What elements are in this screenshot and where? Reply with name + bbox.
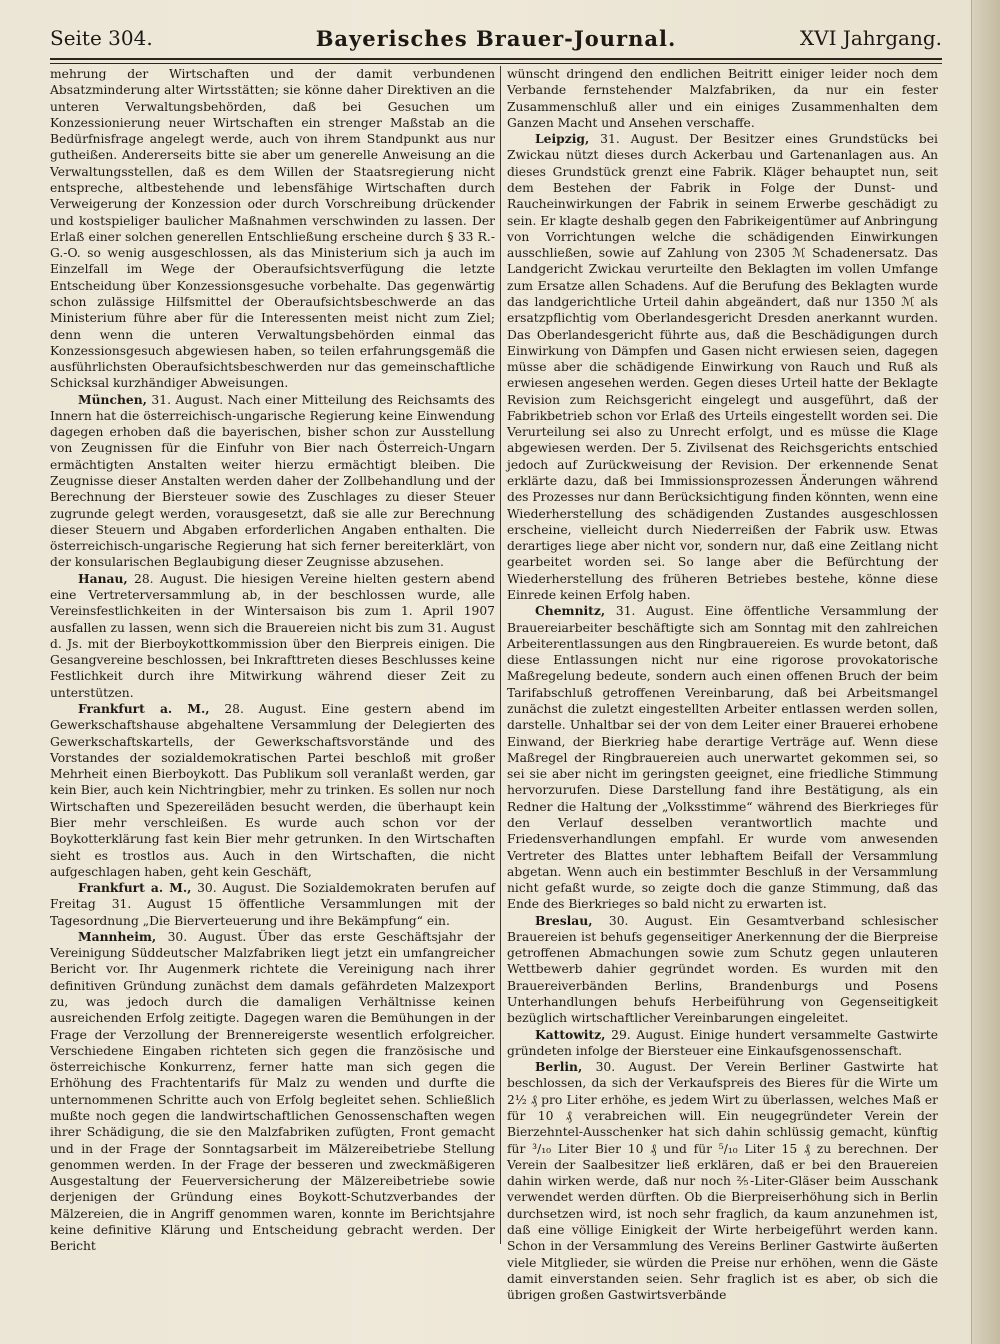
dateline-place: München,	[78, 391, 147, 407]
paragraph-text: mehrung der Wirtschaften und der damit verbundenen Absatzminderung alter Wirtsstätten; sie könne daher Direktiven an die unteren Verwaltungsbehörden, daß bei Gesuchen um Konzessionierung neuer Wirtschaften ein strenger Maßstab an die Bedürfnisfrage angelegt werde, auch von ihrem Standpunkt aus nur gutheißen. Andererseits bitte sie aber um generelle Anweisung an die Verwaltungsstellen, daß es dem Willen der Staatsregierung nicht entspreche, altbestehende und lebensfähige Wirtschaften durch Verweigerung der Konzession oder durch Vorschreibung drückender und kostspieliger baulicher Maßnahmen verschwinden zu lassen. Der Erlaß einer solchen generellen Entschließung erscheine durch § 33 R.-G.-O. so wenig ausgeschlossen, als das Ministerium sich ja auch im Einzelfall im Wege der Oberaufsichtsverfügung die letzte Entscheidung über Konzessionsgesuche vorbehalte. Das gegenwärtig schon zulässige Hilfsmittel der Oberaufsichtsbeschwerde an das Ministerium führe aber für die Interessenten meist nicht zum Ziel; denn wenn die unteren Verwaltungsbehörden einmal das Konzessionsgesuch abgewiesen haben, so teilen erfahrungsgemäß die ausführlichsten Oberaufsichtsbeschwerden nur das gemeinschaftliche Schicksal kurzhändiger Abweisungen.	[50, 67, 495, 391]
paragraph-text: 30. August. Die Sozialdemokraten berufen auf Freitag 31. August 15 öffentliche Versammlungen mit der Tagesordnung „Die Bierverteuerung und ihre Bekämpfung“ ein.	[50, 881, 495, 928]
paragraph-text: 30. August. Über das erste Geschäftsjahr der Vereinigung Süddeutscher Malzfabriken liegt jetzt ein umfangreicher Bericht vor. Ihr Augenmerk richtete die Vereinigung nach ihrer definitiven Gründung zunächst dem damals gefährdeten Malzexport zu, was jedoch durch die damaligen Verhältnisse keinen ausreichenden Erfolg zeitigte. Dagegen waren die Bemühungen in der Frage der Verzollung der Brennereigerste wesentlich erfolgreicher. Verschiedene Eingaben richteten sich gegen die französische und österreichische Konkurrenz, ferner hatte man sich gegen die Erhöhung des Frachtentarifs für Malz zu wenden und durfte die unternommenen Schritte auch von Erfolg begleitet sehen. Schließlich mußte noch gegen die landwirtschaftlichen Genossenschaften wegen ihrer Schädigung, die sie den Malzfabriken zufügten, Front gemacht und in der Frage der Sonntagsarbeit im Mälzereibetriebe Stellung genommen werden. In der Frage der besseren und zweckmäßigeren Ausgestaltung der Feuerversicherung der Mälzereibetriebe sowie derjenigen der Gründung eines Boykott-Schutzverbandes der Mälzereien, die in Angriff genommen waren, konnte im Berichtsjahre keine definitive Klärung und Entscheidung gebracht werden. Der Bericht	[50, 929, 495, 1254]
news-paragraph	[50, 66, 495, 392]
paragraph-text: 31. August. Der Besitzer eines Grundstücks bei Zwickau nützt dieses durch Ackerbau und Gartenanlagen aus. An dieses Grundstück grenzt eine Fabrik. Kläger behauptet nun, seit dem Bestehen der Fabrik in Folge der Dunst- und Raucheinwirkungen der Fabrik in seinem Erwerbe geschädigt zu sein. Er klagte deshalb gegen den Fabrikeigentümer auf Anbringung von Vorrichtungen welche die schädigenden Einwirkungen ausschließen, sowie auf Zahlung von 2305 ℳ Schadenersatz. Das Landgericht Zwickau verurteilte den Beklagten im vollen Umfange zum Ersatze allen Schadens. Auf die Berufung des Beklagten wurde das landgerichtliche Urteil dahin abgeändert, daß nur 1350 ℳ als ersatzpflichtig vom Oberlandesgericht Dresden anerkannt wurden. Das Oberlandesgericht führte aus, daß die Beschädigungen durch Einwirkung von Dämpfen und Gasen nicht erwiesen seien, dagegen müsse aber die schädigende Einwirkung von Rauch und Ruß als erwiesen angesehen werden. Gegen dieses Urteil hatte der Beklagte Revision zum Reichsgericht eingelegt und ausgeführt, daß der Fabrikbetrieb schon vor Erlaß des Urteils eingestellt worden sei. Die Verurteilung sei also zu Unrecht erfolgt, und es müsse die Klage abgewiesen werden. Der 5. Zivilsenat des Reichsgerichts entschied jedoch auf Zurückweisung der Revision. Der erkennende Senat erklärte dazu, daß bei Immissionsprozessen Änderungen während des Prozesses nur dann Berücksichtigung finden könnten, wenn eine Wiederherstellung des schädigenden Zustandes ausgeschlossen erscheine, vielleicht durch Niederreißen der Fabrik usw. Etwas derartiges liege aber nicht vor, sondern nur, daß eine Zeitlang nicht gearbeitet worden sei. So lange aber die Befürchtung der Wiederherstellung des früheren Betriebes bestehe, könne diese Einrede keinen Erfolg haben.	[507, 132, 938, 602]
column-divider	[500, 66, 501, 1244]
news-paragraph	[507, 603, 938, 912]
dateline-place: Leipzig,	[535, 131, 590, 147]
paragraph-text: 30. August. Der Verein Berliner Gastwirte hat beschlossen, da sich der Verkaufspreis des Bieres für die Wirte um 2½ ₰ pro Liter erhöhe, es jedem Wirt zu überlassen, welches Maß er für 10 ₰ verabreichen will. Ein neugegründeter Verein der Bierzehntel-Ausschenker hat sich dahin schlüssig gemacht, künftig für ³/₁₀ Liter Bier 10 ₰ und für ⁵/₁₀ Liter 15 ₰ zu berechnen. Der Verein der Saalbesitzer ließ erklären, daß er bei den Brauereien dahin wirken werde, daß nur noch ⅖-Liter-Gläser beim Ausschank verwendet werden dürften. Ob die Bierpreiserhöhung sich in Berlin durchsetzen wird, ist noch sehr fraglich, da kaum anzunehmen ist, daß eine völlige Einigkeit der Wirte herbeigeführt werden kann. Schon in der Versammlung des Vereins Berliner Gastwirte äußerten viele Mitglieder, sie würden die Preise nur erhöhen, wenn die Gäste damit einverstanden seien. Sehr fraglich ist es aber, ob sich die übrigen großen Gastwirtsverbände	[507, 1060, 938, 1303]
paragraph-text: 30. August. Ein Gesamtverband schlesischer Brauereien ist behufs gegenseitiger Anerkennung der die Bierpreise getroffenen Abmachungen sowie zum Schutz gegen unlauteren Wettbewerb dahier gegründet worden. Es wurden mit den Brauereiverbänden Berlins, Brandenburgs und Posens Unterhandlungen behufs Herbeiführung von Gegenseitigkeit bezüglich wirtschaftlicher Vereinbarungen eingeleitet.	[507, 913, 938, 1026]
dateline-place: Hanau,	[78, 570, 128, 586]
news-paragraph	[507, 131, 938, 603]
dateline-place: Berlin,	[535, 1059, 583, 1075]
paragraph-text: 31. August. Eine öffentliche Versammlung der Brauereiarbeiter beschäftigte sich am Sonntag mit den zahlreichen Arbeiterentlassungen aus den Ringbrauereien. Es wurde betont, daß diese Entlassungen nicht nur eine rigorose provokatorische Maßregelung bedeute, sondern auch einen offenen Bruch der beim Tarifabschluß getroffenen Vereinbarung, daß bei Arbeitsmangel zunächst die zuletzt eingestellten Arbeiter entlassen werden sollen, darstelle. Unhaltbar sei der von dem Leiter einer Brauerei erhobene Einwand, der Bierkrieg habe derartige Verträge auf. Wenn diese Maßregel der Ringbrauereien auch unerwartet gekommen sei, so sei sie aber nicht im geringsten geeignet, eine friedliche Stimmung hervorzurufen. Diese Darstellung fand ihre Bestätigung, als ein Redner die Haltung der „Volksstimme“ während des Bierkrieges für den Verlauf desselben verantwortlich machte und Friedensverhandlungen empfahl. Er wurde vom anwesenden Vertreter des Blattes unter lebhaftem Beifall der Versammlung abgetan. Wenn auch ein bestimmter Beschluß in der Versammlung nicht gefaßt wurde, so zeigte doch die ganze Stimmung, daß das Ende des Bierkrieges so bald nicht zu erwarten ist.	[507, 604, 938, 912]
column-right	[507, 66, 938, 1303]
paragraph-text: 31. August. Nach einer Mitteilung des Reichsamts des Innern hat die österreichisch-ungarische Regierung keine Einwendung dagegen erhoben daß die bayerischen, bisher schon zur Ausstellung von Zeugnissen für die Einfuhr von Bier nach Österreich-Ungarn ermächtigten Anstalten weiter hierzu ermächtigt bleiben. Die Zeugnisse dieser Anstalten werden daher der Zollbehandlung und der Berechnung der Biersteuer sowie des Zuschlages zu dieser Steuer zugrunde gelegt werden, vorausgesetzt, daß sie alle zur Berechnung dieser Steuern und Abgaben erforderlichen Angaben enthalten. Die österreichisch-ungarische Regierung hat sich ferner bereiterklärt, von der konsularischen Beglaubigung dieser Zeugnisse abzusehen.	[50, 392, 495, 570]
news-paragraph	[507, 66, 938, 131]
dateline-place: Frankfurt a. M.,	[78, 880, 192, 896]
volume-label: XVI Jahrgang.	[799, 26, 942, 50]
news-paragraph	[50, 701, 495, 880]
news-paragraph	[507, 1059, 938, 1303]
news-paragraph	[50, 392, 495, 571]
news-paragraph	[50, 880, 495, 929]
news-paragraph	[50, 571, 495, 701]
news-paragraph	[507, 1027, 938, 1060]
journal-title: Bayerisches Brauer-Journal.	[315, 26, 677, 51]
dateline-place: Chemnitz,	[535, 603, 606, 619]
dateline-place: Mannheim,	[78, 928, 157, 944]
paragraph-text: 29. August. Einige hundert versammelte Gastwirte gründeten infolge der Biersteuer eine Einkaufsgenossenschaft.	[507, 1027, 938, 1058]
paragraph-text: 28. August. Eine gestern abend im Gewerkschaftshause abgehaltene Versammlung der Delegierten des Gewerkschaftskartells, der Gewerkschaftsvorstände und des Vorstandes der sozialdemokratischen Partei beschloß mit großer Mehrheit einen Bierboykott. Das Publikum soll veranlaßt werden, gar kein Bier, auch kein Nichtringbier, mehr zu trinken. Es sollen nur noch Wirtschaften und Spezereiläden besucht werden, die überhaupt kein Bier mehr verschleißen. Es wurde auch schon vor der Boykotterklärung fast kein Bier mehr getrunken. In den Wirtschaften sieht es trostlos aus. Auch in den Wirtschaften, die nicht aufgeschlagen haben, geht kein Geschäft,	[50, 701, 495, 879]
page-header	[50, 26, 942, 56]
dateline-place: Frankfurt a. M.,	[78, 700, 210, 716]
header-rule	[50, 58, 942, 64]
page-number: Seite 304.	[50, 26, 153, 50]
page-edge	[971, 0, 1000, 1344]
paragraph-text: wünscht dringend den endlichen Beitritt einiger leider noch dem Verbande fernstehender Malzfabriken, da nur ein fester Zusammenschluß aller und ein einiges Zusammenhalten dem Ganzen Macht und Ansehen verschaffe.	[507, 67, 938, 130]
column-left	[50, 66, 495, 1255]
news-paragraph	[507, 913, 938, 1027]
dateline-place: Breslau,	[535, 912, 593, 928]
dateline-place: Kattowitz,	[535, 1026, 606, 1042]
paragraph-text: 28. August. Die hiesigen Vereine hielten gestern abend eine Vertreterversammlung ab, in der beschlossen wurde, alle Vereinsfestlichkeiten in der Wintersaison bis zum 1. April 1907 ausfallen zu lassen, wenn sich die Brauereien nicht bis zum 31. August d. Js. mit der Bierboykottkommission über den Bierpreis einigen. Die Gesangvereine beschlossen, bei Inkrafttreten dieses Beschlusses keine Festlichkeit durch ihre Mitwirkung während dieser Zeit zu unterstützen.	[50, 571, 495, 700]
news-paragraph	[50, 929, 495, 1255]
